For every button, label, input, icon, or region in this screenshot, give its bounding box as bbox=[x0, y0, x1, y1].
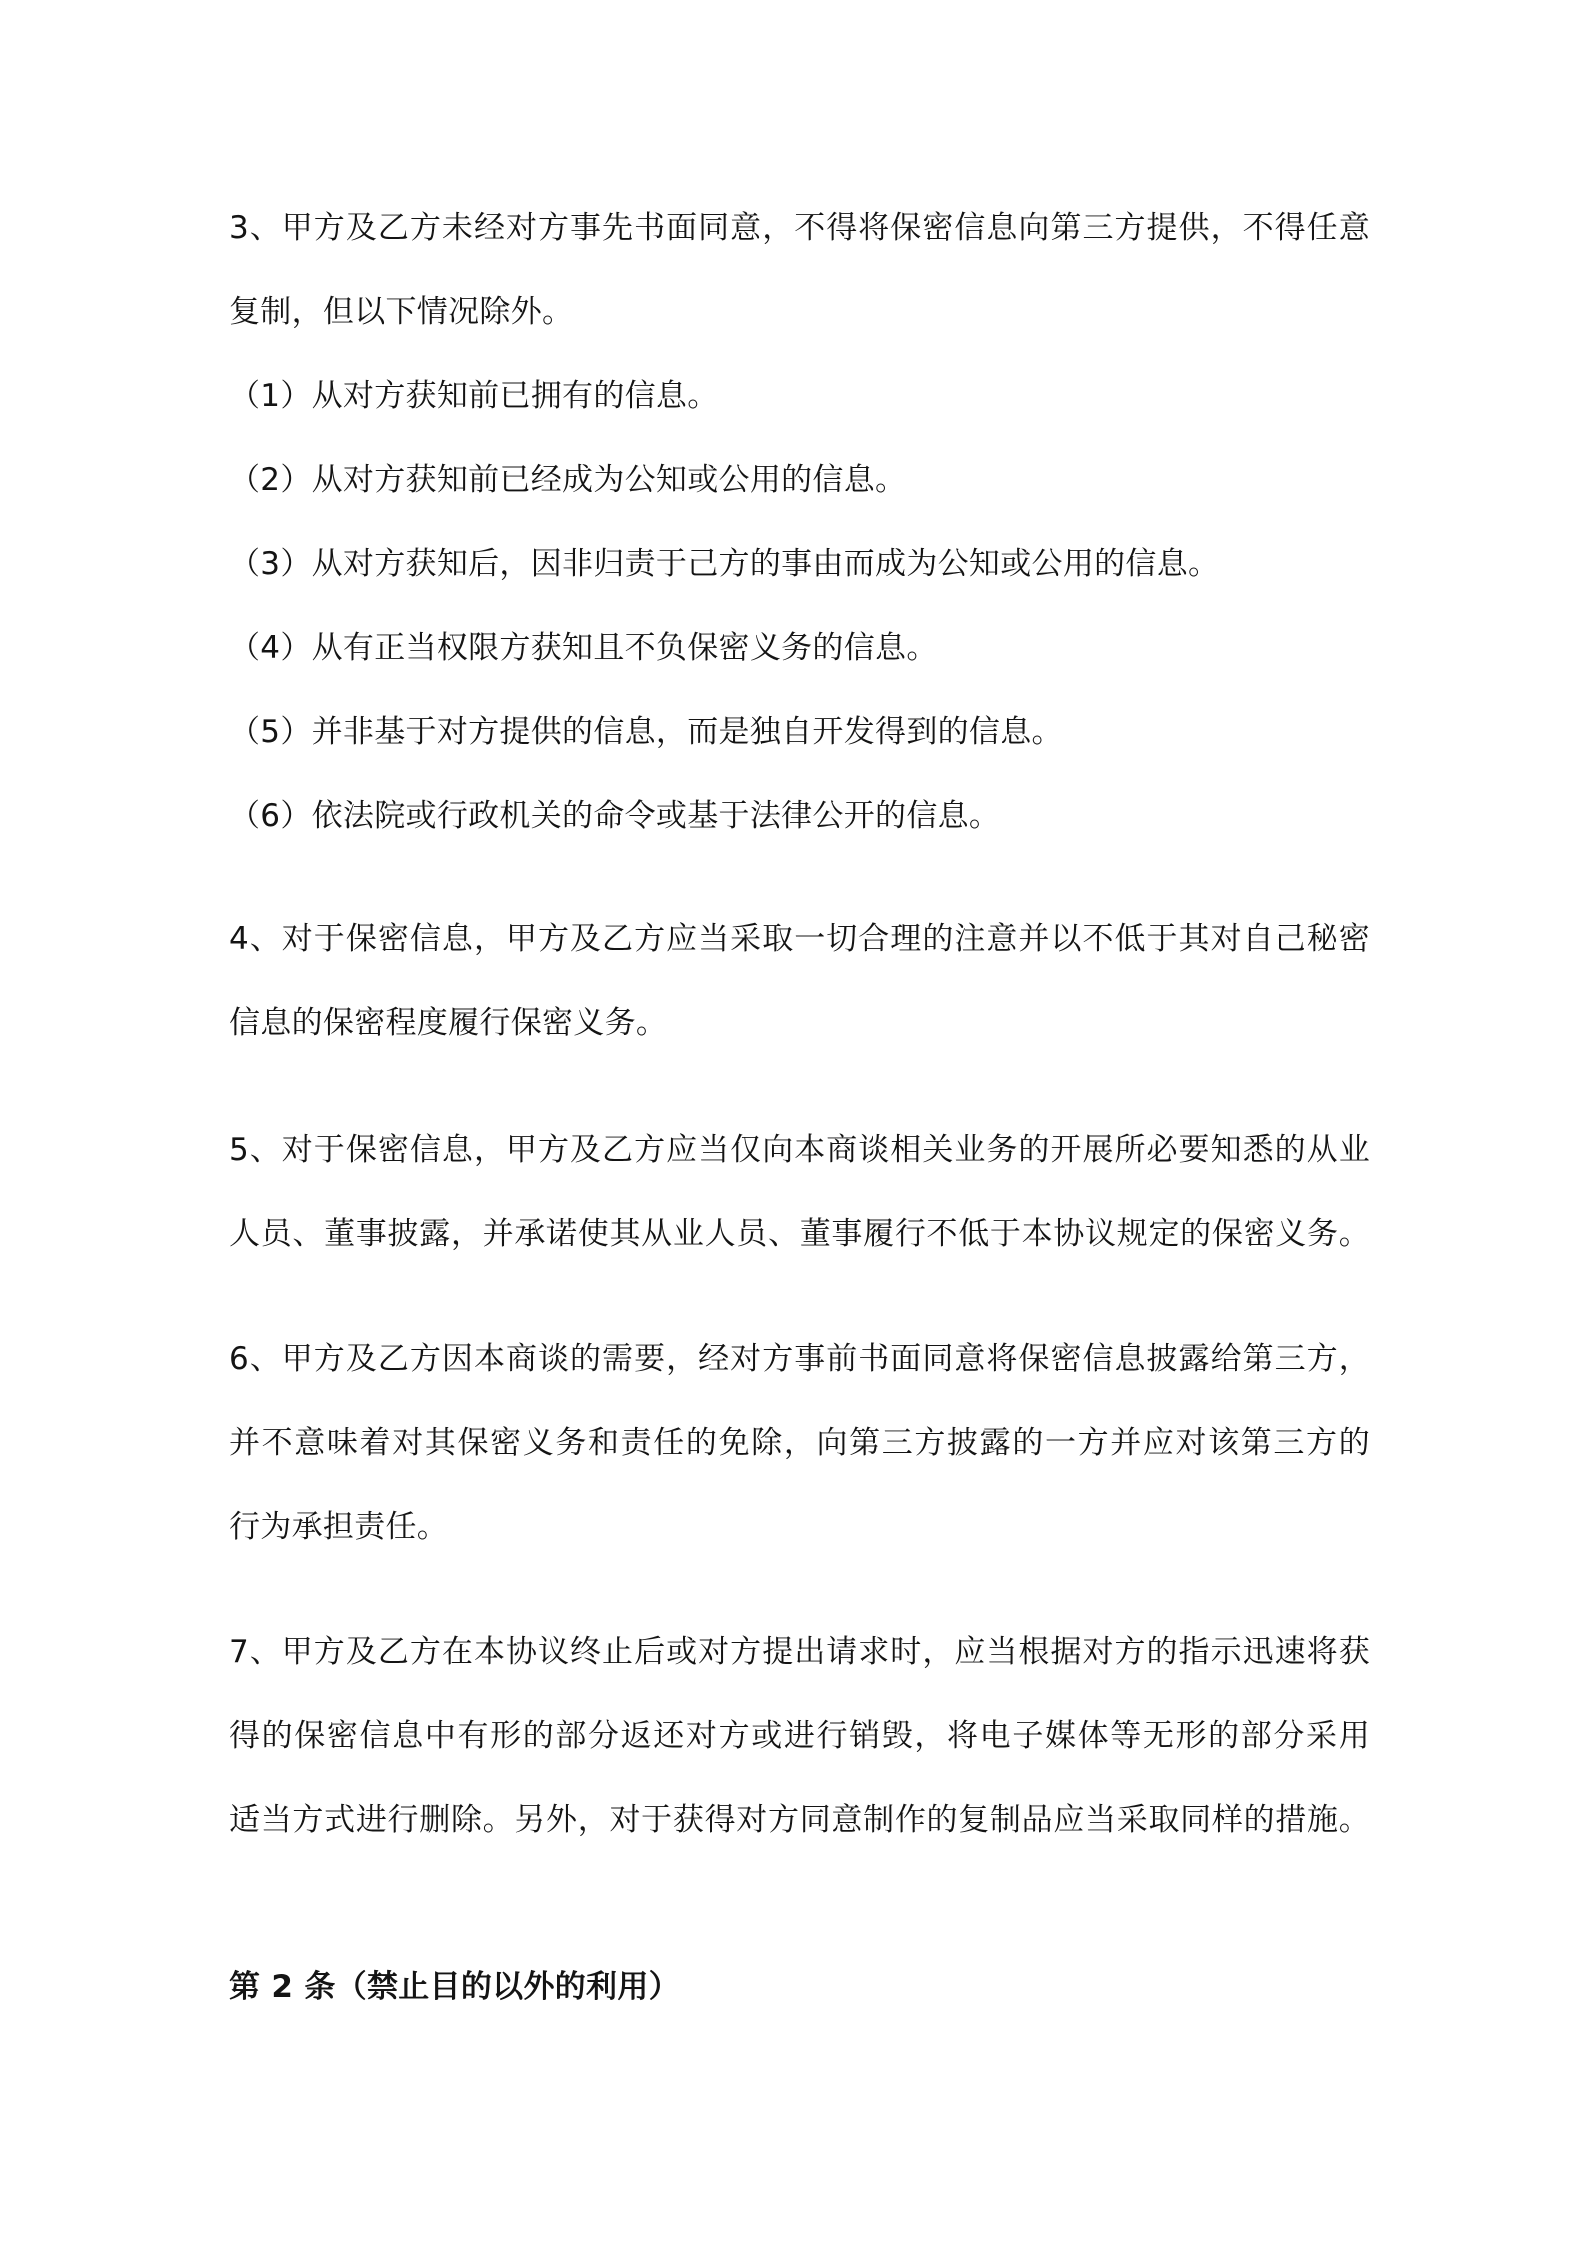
clause-3-item-4: （4）从有正当权限方获知且不负保密义务的信息。 bbox=[229, 630, 938, 666]
clause-3-item-3: （3）从对方获知后，因非归责于己方的事由而成为公知或公用的信息。 bbox=[229, 546, 1220, 582]
clause-3-line-1: 3、甲方及乙方未经对方事先书面同意，不得将保密信息向第三方提供，不得任意 bbox=[229, 210, 1370, 246]
clause-7-line-2: 得的保密信息中有形的部分返还对方或进行销毁，将电子媒体等无形的部分采用 bbox=[229, 1718, 1370, 1754]
clause-7-line-3: 适当方式进行删除。另外，对于获得对方同意制作的复制品应当采取同样的措施。 bbox=[229, 1802, 1370, 1838]
clause-3-line-2: 复制，但以下情况除外。 bbox=[229, 294, 574, 330]
clause-4-line-1: 4、对于保密信息，甲方及乙方应当采取一切合理的注意并以不低于其对自己秘密 bbox=[229, 921, 1370, 957]
clause-5-line-2: 人员、董事披露，并承诺使其从业人员、董事履行不低于本协议规定的保密义务。 bbox=[229, 1216, 1370, 1252]
clause-3-item-2: （2）从对方获知前已经成为公知或公用的信息。 bbox=[229, 462, 907, 498]
clause-6-line-3: 行为承担责任。 bbox=[229, 1509, 449, 1545]
clause-3-item-1: （1）从对方获知前已拥有的信息。 bbox=[229, 378, 719, 414]
clause-3-item-6: （6）依法院或行政机关的命令或基于法律公开的信息。 bbox=[229, 798, 1001, 834]
article-2-heading: 第 2 条（禁止目的以外的利用） bbox=[229, 1969, 680, 2005]
clause-6-line-2: 并不意味着对其保密义务和责任的免除，向第三方披露的一方并应对该第三方的 bbox=[229, 1425, 1370, 1461]
clause-5-line-1: 5、对于保密信息，甲方及乙方应当仅向本商谈相关业务的开展所必要知悉的从业 bbox=[229, 1132, 1370, 1168]
clause-7-line-1: 7、甲方及乙方在本协议终止后或对方提出请求时，应当根据对方的指示迅速将获 bbox=[229, 1634, 1370, 1670]
clause-6-line-1: 6、甲方及乙方因本商谈的需要，经对方事前书面同意将保密信息披露给第三方， bbox=[229, 1341, 1370, 1377]
clause-3-item-5: （5）并非基于对方提供的信息，而是独自开发得到的信息。 bbox=[229, 714, 1063, 750]
clause-4-line-2: 信息的保密程度履行保密义务。 bbox=[229, 1005, 668, 1041]
